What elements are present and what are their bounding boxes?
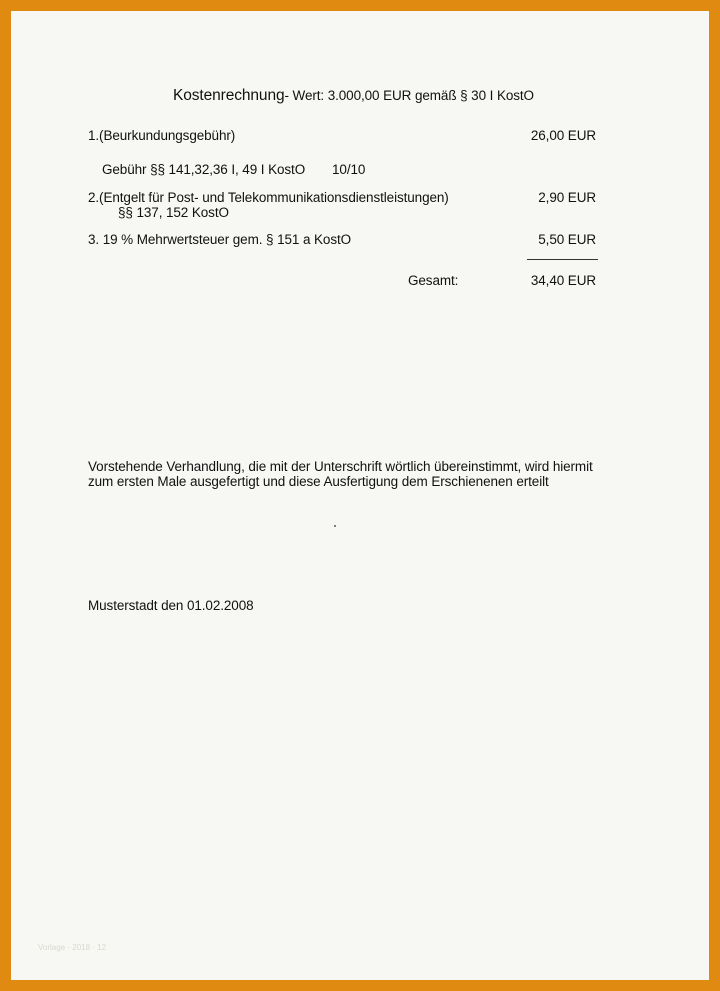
item-2-label-line2: §§ 137, 152 KostO [118,205,229,220]
certification-line-1: Vorstehende Verhandlung, die mit der Unterschrift wörtlich übereinstimmt, wird hiermit [88,459,593,474]
certification-line-2: zum ersten Male ausgefertigt und diese Ausfertigung dem Erschienenen erteilt [88,474,549,489]
document-title [173,88,534,104]
place-date: Musterstadt den 01.02.2008 [88,598,254,613]
item-1-detail: Gebühr §§ 141,32,36 I, 49 I KostO [102,162,306,177]
total-label: Gesamt: [408,273,459,288]
item-3-amount: 5,50 EUR [538,232,596,247]
title-main: Kostenrechnung [173,87,285,104]
item-3-label: 3. 19 % Mehrwertsteuer gem. § 151 a KostO [88,232,352,247]
item-1-rate: 10/10 [332,162,366,177]
item-2-amount: 2,90 EUR [538,190,596,205]
watermark: Vorlage · 2018 · 12 [38,943,107,952]
item-1-amount: 26,00 EUR [530,128,596,143]
item-2-label: 2.(Entgelt für Post- und Telekommunikationsdienstleistungen) [88,190,449,205]
document-page [11,11,709,980]
title-value: - Wert: 3.000,00 EUR gemäß § 30 I KostO [284,88,534,103]
sum-rule [527,259,598,260]
item-1-label: 1.(Beurkundungsgebühr) [88,128,236,143]
total-amount: 34,40 EUR [530,273,596,288]
ink-speck [334,525,336,527]
